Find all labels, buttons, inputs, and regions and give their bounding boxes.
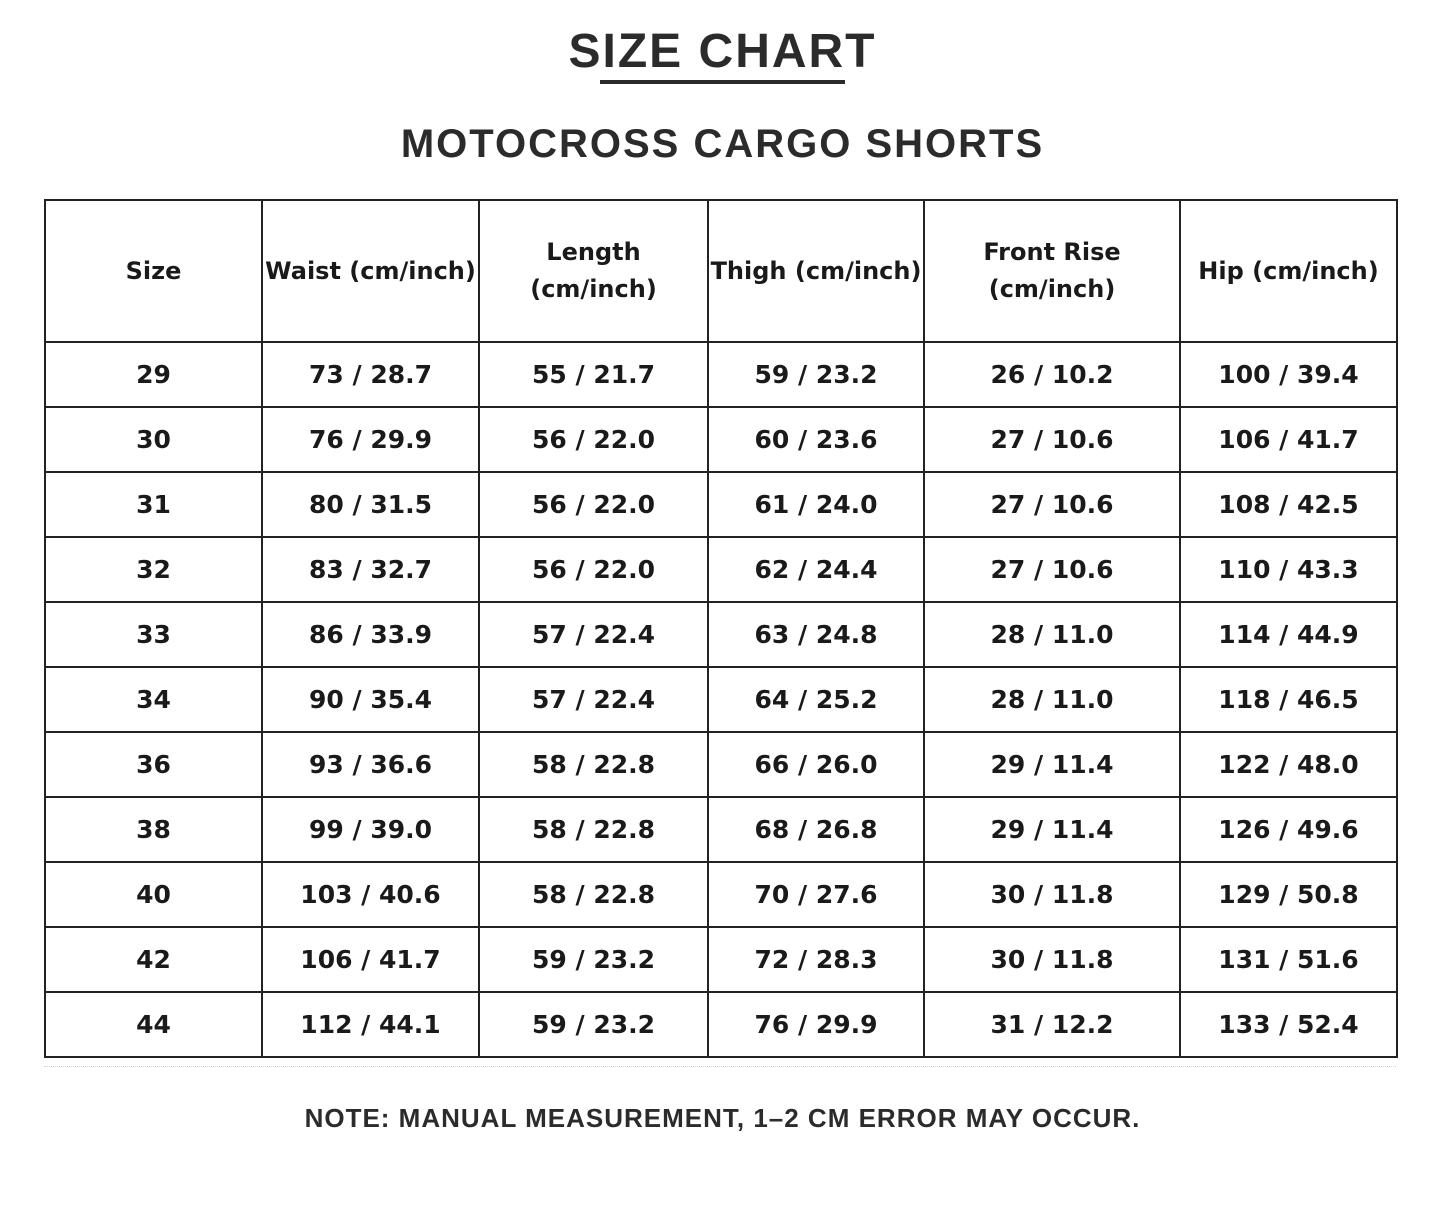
cell-front-rise: 27 / 10.6 — [924, 472, 1180, 537]
cell-front-rise: 29 / 11.4 — [924, 732, 1180, 797]
header-front-rise: Front Rise (cm/inch) — [924, 200, 1180, 342]
table-row — [45, 797, 1397, 862]
cell-waist: 76 / 29.9 — [262, 407, 479, 472]
cell-thigh: 59 / 23.2 — [708, 342, 924, 407]
header-hip: Hip (cm/inch) — [1180, 200, 1397, 342]
table-row — [45, 992, 1397, 1057]
size-table — [44, 199, 1398, 1058]
size-table-header — [45, 200, 1397, 342]
header-length: Length (cm/inch) — [479, 200, 708, 342]
cell-size: 34 — [45, 667, 262, 732]
cell-size: 44 — [45, 992, 262, 1057]
cell-size: 36 — [45, 732, 262, 797]
cell-waist: 103 / 40.6 — [262, 862, 479, 927]
cell-length: 58 / 22.8 — [479, 797, 708, 862]
cell-thigh: 72 / 28.3 — [708, 927, 924, 992]
cell-length: 58 / 22.8 — [479, 732, 708, 797]
cell-length: 55 / 21.7 — [479, 342, 708, 407]
divider — [44, 1066, 1396, 1067]
cell-thigh: 64 / 25.2 — [708, 667, 924, 732]
table-row — [45, 732, 1397, 797]
cell-thigh: 63 / 24.8 — [708, 602, 924, 667]
cell-thigh: 62 / 24.4 — [708, 537, 924, 602]
header-waist: Waist (cm/inch) — [262, 200, 479, 342]
cell-hip: 106 / 41.7 — [1180, 407, 1397, 472]
cell-hip: 131 / 51.6 — [1180, 927, 1397, 992]
cell-size: 38 — [45, 797, 262, 862]
table-row — [45, 537, 1397, 602]
cell-waist: 90 / 35.4 — [262, 667, 479, 732]
cell-front-rise: 28 / 11.0 — [924, 667, 1180, 732]
cell-thigh: 68 / 26.8 — [708, 797, 924, 862]
cell-front-rise: 30 / 11.8 — [924, 927, 1180, 992]
cell-front-rise: 27 / 10.6 — [924, 407, 1180, 472]
cell-waist: 86 / 33.9 — [262, 602, 479, 667]
cell-front-rise: 26 / 10.2 — [924, 342, 1180, 407]
cell-length: 59 / 23.2 — [479, 992, 708, 1057]
cell-thigh: 60 / 23.6 — [708, 407, 924, 472]
cell-length: 56 / 22.0 — [479, 537, 708, 602]
cell-size: 40 — [45, 862, 262, 927]
product-subtitle: MOTOCROSS CARGO SHORTS — [400, 122, 1045, 166]
cell-thigh: 61 / 24.0 — [708, 472, 924, 537]
cell-size: 31 — [45, 472, 262, 537]
cell-hip: 126 / 49.6 — [1180, 797, 1397, 862]
cell-front-rise: 30 / 11.8 — [924, 862, 1180, 927]
table-row — [45, 602, 1397, 667]
table-row — [45, 862, 1397, 927]
cell-hip: 129 / 50.8 — [1180, 862, 1397, 927]
cell-waist: 112 / 44.1 — [262, 992, 479, 1057]
cell-hip: 100 / 39.4 — [1180, 342, 1397, 407]
cell-size: 30 — [45, 407, 262, 472]
cell-hip: 108 / 42.5 — [1180, 472, 1397, 537]
cell-front-rise: 29 / 11.4 — [924, 797, 1180, 862]
cell-length: 56 / 22.0 — [479, 407, 708, 472]
title-underline — [600, 80, 845, 84]
cell-length: 57 / 22.4 — [479, 602, 708, 667]
cell-waist: 73 / 28.7 — [262, 342, 479, 407]
cell-size: 32 — [45, 537, 262, 602]
cell-length: 58 / 22.8 — [479, 862, 708, 927]
cell-thigh: 76 / 29.9 — [708, 992, 924, 1057]
cell-waist: 106 / 41.7 — [262, 927, 479, 992]
cell-size: 33 — [45, 602, 262, 667]
cell-thigh: 70 / 27.6 — [708, 862, 924, 927]
cell-size: 42 — [45, 927, 262, 992]
cell-waist: 80 / 31.5 — [262, 472, 479, 537]
table-row — [45, 342, 1397, 407]
cell-length: 57 / 22.4 — [479, 667, 708, 732]
cell-hip: 118 / 46.5 — [1180, 667, 1397, 732]
cell-front-rise: 27 / 10.6 — [924, 537, 1180, 602]
measurement-note: NOTE: MANUAL MEASUREMENT, 1–2 CM ERROR MAY OCCUR. — [304, 1103, 1141, 1133]
cell-waist: 93 / 36.6 — [262, 732, 479, 797]
table-row — [45, 667, 1397, 732]
header-thigh: Thigh (cm/inch) — [708, 200, 924, 342]
cell-size: 29 — [45, 342, 262, 407]
cell-waist: 83 / 32.7 — [262, 537, 479, 602]
cell-waist: 99 / 39.0 — [262, 797, 479, 862]
cell-front-rise: 28 / 11.0 — [924, 602, 1180, 667]
cell-thigh: 66 / 26.0 — [708, 732, 924, 797]
table-row — [45, 407, 1397, 472]
page-title: SIZE CHART — [568, 25, 877, 78]
cell-hip: 114 / 44.9 — [1180, 602, 1397, 667]
cell-hip: 122 / 48.0 — [1180, 732, 1397, 797]
cell-hip: 133 / 52.4 — [1180, 992, 1397, 1057]
cell-length: 56 / 22.0 — [479, 472, 708, 537]
size-table-body — [45, 342, 1397, 1057]
table-row — [45, 927, 1397, 992]
header-size: Size — [45, 200, 262, 342]
table-row — [45, 472, 1397, 537]
header-row — [45, 200, 1397, 342]
cell-front-rise: 31 / 12.2 — [924, 992, 1180, 1057]
cell-hip: 110 / 43.3 — [1180, 537, 1397, 602]
cell-length: 59 / 23.2 — [479, 927, 708, 992]
